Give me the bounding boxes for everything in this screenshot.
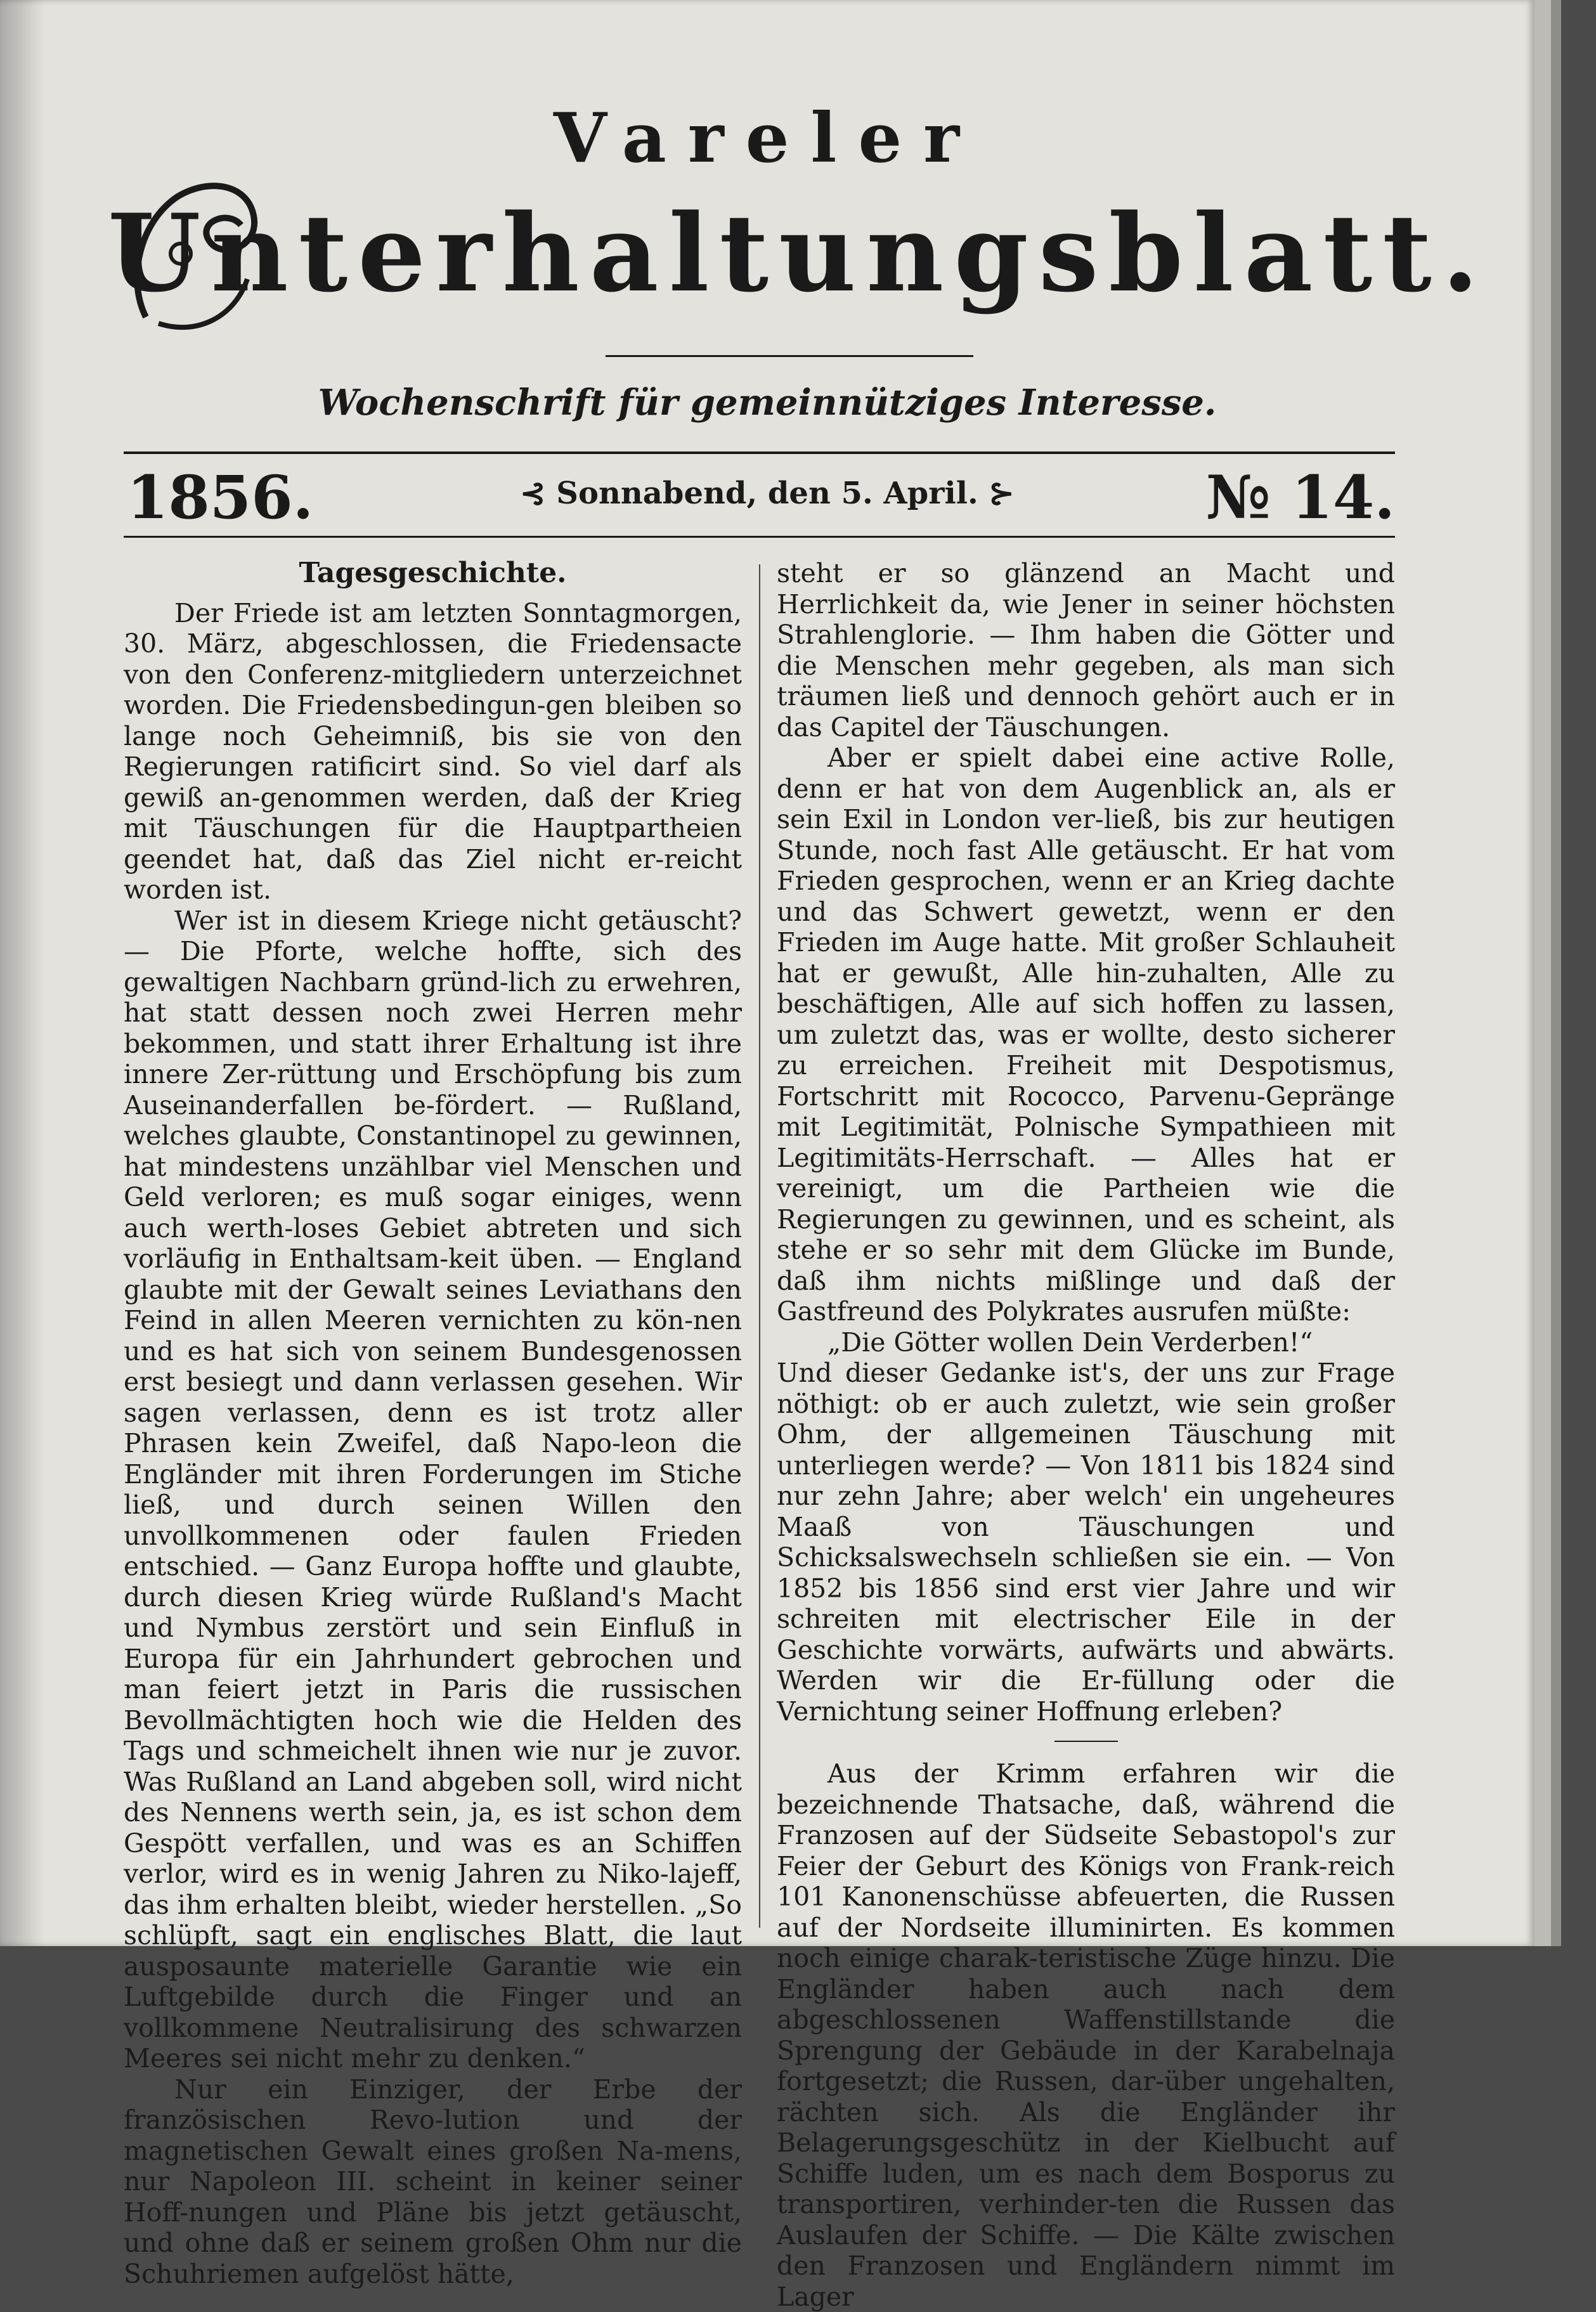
article-paragraph: Und dieser Gedanke ist's, der uns zur Frage nöthigt: ob er auch zuletzt, wie sein großer Ohm, der allgemeinen Täuschung mit unterliegen werde? — Von 1811 bis 1824 sind nur zehn Jahre; aber welch' ein ungeheures Maaß von Täuschungen und Schicksalswechseln schließen sie ein. — Von 1852 bis 1856 sind erst vier Jahre und wir schreiten mit electrischer Eile in der Geschichte vorwärts, aufwärts und abwärts. Werden wir die Er-füllung oder die Vernichtung seiner Hoffnung erleben?: [777, 1358, 1395, 1727]
article-paragraph: Aus der Krimm erfahren wir die bezeichnende Thatsache, daß, während die Franzosen auf der Südseite Sebastopol's zur Feier der Geburt des Königs von Frank-reich 101 Kanonenschüsse abfeuerten, die Russen auf der Nordseite illuminirten. Es kommen noch einige charak-teristische Züge hinzu. Die Engländer haben auch nach dem abgeschlossenen Waffenstillstande die Sprengung der Gebäude in der Karabelnaja fortgesetzt; die Russen, dar-über ungehalten, rächten sich. Als die Engländer ihr Belagerungsgeschütz in der Kielbucht auf Schiffe luden, um es nach dem Bosporus zu transportiren, verhinder-ten die Russen das Auslaufen der Schiffe. — Die Kälte zwischen den Franzosen und Engländern nimmt im Lager: [777, 1758, 1395, 2312]
page-edge: [1534, 0, 1551, 1946]
article-paragraph: Nur ein Einziger, der Erbe der französischen Revo-lution und der magnetischen Gewalt eines großen Na-mens, nur Napoleon III. scheint in keiner seiner Hoff-nungen und Pläne bis jetzt getäuscht, und ohne daß er seinem großen Ohm nur die Schuhriemen aufgelöst hätte,: [124, 2074, 742, 2289]
left-column: [124, 558, 742, 2289]
masthead-rule: [606, 355, 973, 357]
article-paragraph: Wer ist in diesem Kriege nicht getäuscht? — Die Pforte, welche hoffte, sich des gewaltigen Nachbarn gründ-lich zu erwehren, hat statt dessen noch zwei Herren mehr bekommen, und statt ihrer Erhaltung ist ihre innere Zer-rüttung und Erschöpfung bis zum Auseinanderfallen be-fördert. — Rußland, welches glaubte, Constantinopel zu gewinnen, hat mindestens unzählbar viel Menschen und Geld verloren; es muß sogar einiges, wenn auch werth-loses Gebiet abtreten und sich vorläufig in Enthaltsam-keit üben. — England glaubte mit der Gewalt seines Leviathans den Feind in allen Meeren vernichten zu kön-nen und es hat sich von seinem Bundesgenossen erst besiegt und dann verlassen gesehen. Wir sagen verlassen, denn es ist trotz aller Phrasen kein Zweifel, daß Napo-leon die Engländer mit ihren Forderungen im Stiche ließ, und durch seinen Willen den unvollkommenen oder faulen Frieden entschied. — Ganz Europa hoffte und glaubte, durch diesen Krieg würde Rußland's Macht und Nymbus zerstört und sein Einfluß in Europa für ein Jahrhundert gebrochen und man feiert jetzt in Paris die russischen Bevollmächtigten hoch wie die Helden des Tags und schmeichelt ihnen wie nur je zuvor. Was Rußland an Land abgeben soll, wird nicht des Nennens werth sein, ja, es ist schon dem Gespött verfallen, und was es an Schiffen verlor, wird es in wenig Jahren zu Niko-lajeff, das ihm erhalten bleibt, wieder herstellen. „So schlüpft, sagt ein englisches Blatt, die laut ausposaunte materielle Garantie wie ein Luftgebilde durch die Finger und an vollkommene Neutralisirung des schwarzen Meeres sei nicht mehr zu denken.“: [124, 905, 742, 2074]
quotation: „Die Götter wollen Dein Verderben!“: [827, 1327, 1313, 1358]
issue-date: ⊰ Sonnabend, den 5. April. ⊱: [520, 476, 1015, 511]
column-divider: [759, 564, 760, 1928]
binding-shadow: [0, 0, 44, 1946]
article-paragraph: steht er so glänzend an Macht und Herrlichkeit da, wie Jener in seiner höchsten Strahlenglorie. — Ihm haben die Götter und die Menschen mehr gegeben, als man sich träumen ließ und dennoch gehört auch er in das Capitel der Täuschungen.: [777, 558, 1395, 743]
page-edge-shadow: [1551, 0, 1561, 1946]
article-paragraph: Der Friede ist am letzten Sonntagmorgen, 30. März, abgeschlossen, die Friedensacte von den Conferenz-mitgliedern unterzeichnet worden. Die Friedensbedingun-gen bleiben so lange noch Geheimniß, bis sie von den Regierungen ratificirt sind. So viel darf als gewiß an-genommen werden, daß der Krieg mit Täuschungen für die Hauptpartheien geendet hat, daß das Ziel nicht er-reicht worden ist.: [124, 597, 742, 905]
section-separator: [1054, 1741, 1118, 1742]
header-rule-top: [124, 451, 1395, 454]
masthead-line1: Vareler: [553, 98, 982, 178]
masthead-subtitle: Wochenschrift für gemeinnütziges Interesse.: [318, 382, 1217, 424]
right-column: [777, 558, 1395, 2312]
issue-year: 1856.: [127, 463, 314, 533]
header-rule-bottom: [124, 536, 1395, 538]
masthead-title: Unterhaltungsblatt.: [108, 190, 1489, 316]
issue-number: № 14.: [1205, 463, 1395, 533]
section-heading: Tagesgeschichte.: [299, 557, 567, 589]
article-paragraph: Aber er spielt dabei eine active Rolle, denn er hat von dem Augenblick an, als er sein Exil in London ver-ließ, bis zur heutigen Stunde, noch fast Alle getäuscht. Er hat vom Frieden gesprochen, wenn er an Krieg dachte und das Schwert gewetzt, wenn er den Frieden im Auge hatte. Mit großer Schlauheit hat er gewußt, Alle hin-zuhalten, Alle zu beschäftigen, Alle auf sich hoffen zu lassen, um zuletzt das, was er wollte, desto sicherer zu erreichen. Freiheit mit Despotismus, Fortschritt mit Rococco, Parvenu-Gepränge mit Legitimität, Polnische Sympathieen mit Legitimitäts-Herrschaft. — Alles hat er vereinigt, um die Partheien wie die Regierungen zu gewinnen, und es scheint, als stehe er so sehr mit dem Glücke im Bunde, daß ihm nichts mißlinge und daß der Gastfreund des Polykrates ausrufen müßte:: [777, 743, 1395, 1327]
